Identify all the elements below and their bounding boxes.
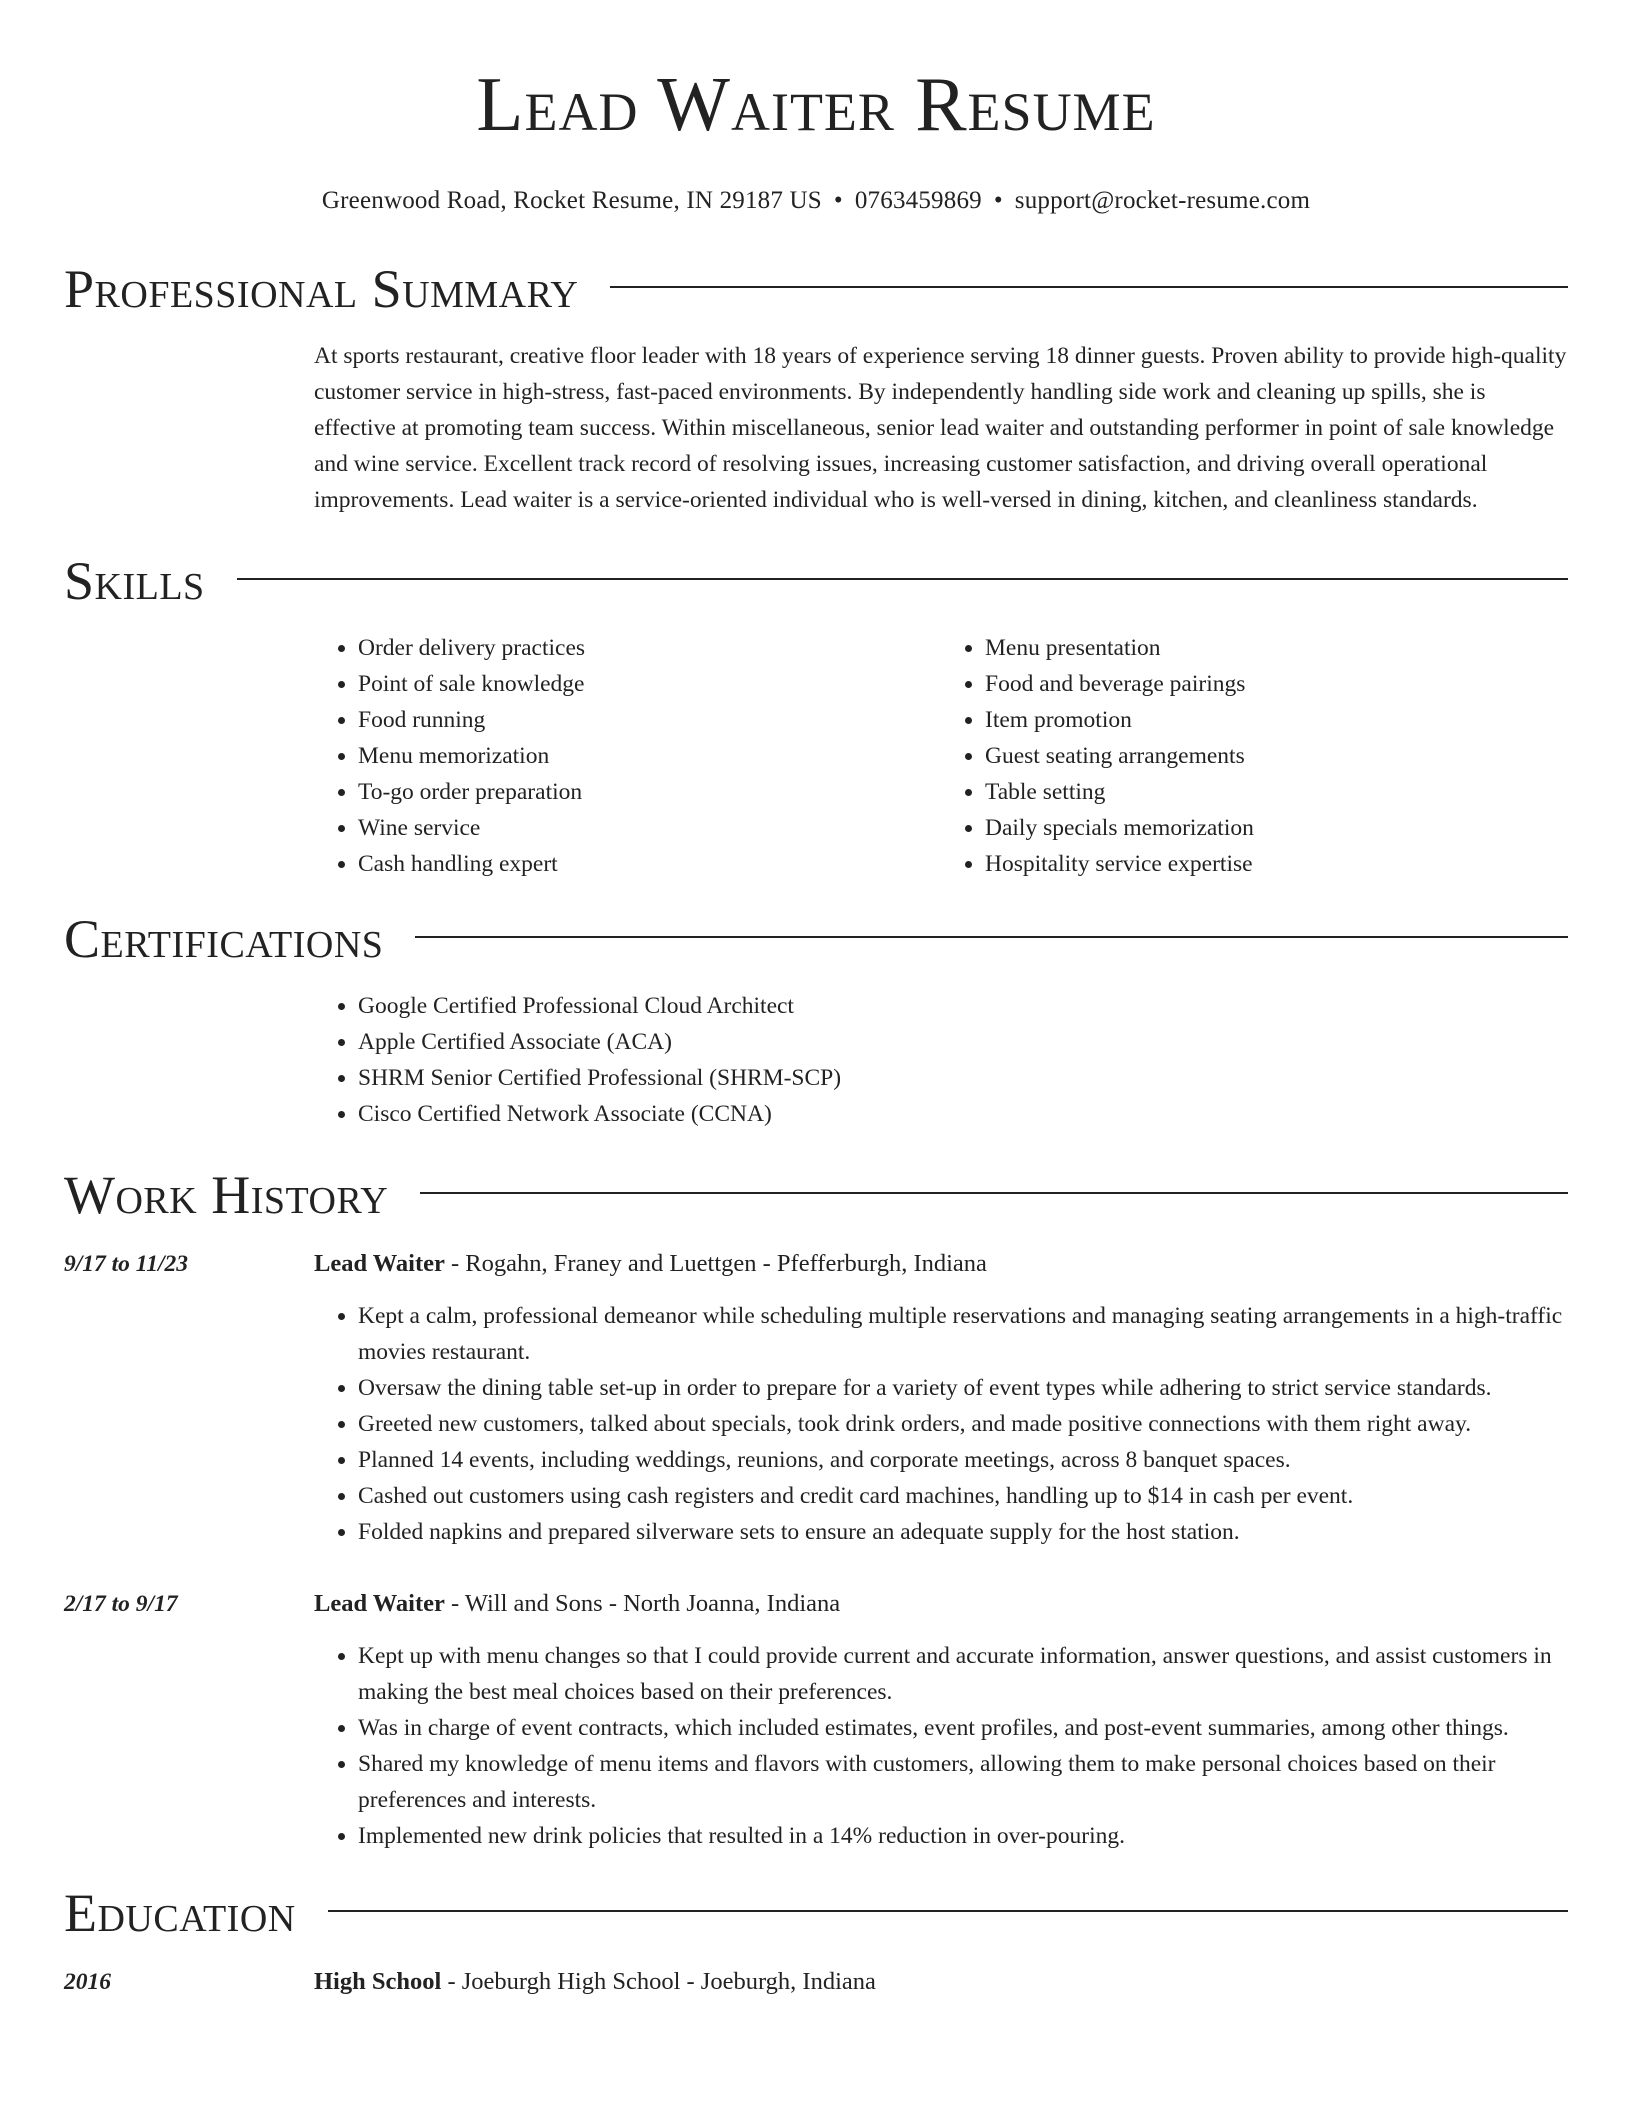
contact-phone: 0763459869 [854,187,982,214]
contact-line [64,184,1568,218]
section-divider [328,1910,1568,1912]
certification-item: • Apple Certified Associate (ACA) [358,1024,1568,1060]
section-header [64,906,1568,972]
section-title-certifications: Certifications [64,909,384,969]
section-title-work-history: Work History [64,1165,389,1225]
education-entry [64,1964,1568,2000]
education-year: 2016 [64,1969,111,1995]
job-body [314,1246,1568,1550]
job-role: Lead Waiter [314,1250,445,1277]
page-title: Lead Waiter Resume [476,61,1156,147]
section-skills [64,548,1568,882]
education-degree: High School [314,1968,442,1995]
section-divider [610,286,1568,288]
certifications-body [314,988,1568,1132]
section-title-education: Education [64,1883,296,1943]
skills-list-right [941,630,1568,882]
job-entry [64,1586,1568,1854]
skill-item: • Food and beverage pairings [985,666,1568,702]
section-header [64,548,1568,614]
education-body [314,1964,1568,2000]
skill-item: • Menu memorization [358,738,941,774]
education-heading [314,1964,1568,2000]
certification-item: • SHRM Senior Certified Professional (SHRM-SCP) [358,1060,1568,1096]
job-heading [314,1246,1568,1282]
skill-item: • Food running [358,702,941,738]
skill-item: • Point of sale knowledge [358,666,941,702]
certifications-list [314,988,1568,1132]
certification-item: • Cisco Certified Network Associate (CCNA) [358,1096,1568,1132]
skills-grid [314,630,1568,882]
job-body [314,1586,1568,1854]
contact-separator: • [833,187,843,214]
section-header [64,1880,1568,1946]
job-bullet: • Was in charge of event contracts, which included estimates, event profiles, and post-event summaries, among other things. [358,1710,1568,1746]
section-header [64,256,1568,322]
skill-item: • Table setting [985,774,1568,810]
job-dates: 9/17 to 11/23 [64,1251,189,1277]
skill-item: • Menu presentation [985,630,1568,666]
section-divider [237,578,1568,580]
job-employer: - Will and Sons - North Joanna, Indiana [444,1590,841,1617]
job-bullets [314,1298,1568,1550]
job-role: Lead Waiter [314,1590,445,1617]
skills-list-left [314,630,941,882]
section-header [64,1162,1568,1228]
contact-email: support@rocket-resume.com [1014,187,1311,214]
job-employer: - Rogahn, Franey and Luettgen - Pfefferburgh, Indiana [444,1250,987,1277]
job-bullet: • Folded napkins and prepared silverware sets to ensure an adequate supply for the host station. [358,1514,1568,1550]
job-bullet: • Oversaw the dining table set-up in order to prepare for a variety of event types while adhering to strict service standards. [358,1370,1568,1406]
section-divider [415,936,1568,938]
skill-item: • Order delivery practices [358,630,941,666]
job-bullet: • Greeted new customers, talked about specials, took drink orders, and made positive connections with them right away. [358,1406,1568,1442]
job-entry [64,1246,1568,1550]
skill-item: • To-go order preparation [358,774,941,810]
section-education [64,1880,1568,2000]
section-title-summary: Professional Summary [64,259,579,319]
section-certifications [64,906,1568,1132]
skill-item: • Wine service [358,810,941,846]
skill-item: • Daily specials memorization [985,810,1568,846]
skill-item: • Guest seating arrangements [985,738,1568,774]
job-bullet: • Shared my knowledge of menu items and flavors with customers, allowing them to make personal choices based on their preferences and interests. [358,1746,1568,1818]
section-summary [64,256,1568,518]
education-school: - Joeburgh High School - Joeburgh, Indiana [441,1968,876,1995]
skill-item: • Hospitality service expertise [985,846,1568,882]
section-title-skills: Skills [64,551,205,611]
certification-item: • Google Certified Professional Cloud Architect [358,988,1568,1024]
summary-body [314,338,1568,518]
job-bullet: • Kept up with menu changes so that I could provide current and accurate information, answer questions, and assist customers in making the best meal choices based on their preferences. [358,1638,1568,1710]
job-bullet: • Cashed out customers using cash registers and credit card machines, handling up to $14 in cash per event. [358,1478,1568,1514]
job-bullet: • Implemented new drink policies that resulted in a 14% reduction in over-pouring. [358,1818,1568,1854]
job-bullets [314,1638,1568,1854]
job-bullet: • Planned 14 events, including weddings, reunions, and corporate meetings, across 8 banquet spaces. [358,1442,1568,1478]
skill-item: • Item promotion [985,702,1568,738]
job-dates: 2/17 to 9/17 [64,1591,178,1617]
section-divider [420,1192,1568,1194]
job-bullet: • Kept a calm, professional demeanor while scheduling multiple reservations and managing seating arrangements in a high-traffic movies restaurant. [358,1298,1568,1370]
summary-text: At sports restaurant, creative floor leader with 18 years of experience serving 18 dinner guests. Proven ability to provide high-quality customer service in high-stress, fast-paced environments. By independently handling side work and cleaning up spills, she is effective at promoting team success. Within miscellaneous, senior lead waiter and outstanding performer in point of sale knowledge and wine service. Excellent track record of resolving issues, increasing customer satisfaction, and driving overall operational improvements. Lead waiter is a service-oriented individual who is well-versed in dining, kitchen, and cleanliness standards. [314,343,1567,513]
contact-separator: • [993,187,1003,214]
contact-address: Greenwood Road, Rocket Resume, IN 29187 US [321,187,822,214]
section-work-history [64,1162,1568,1854]
skill-item: • Cash handling expert [358,846,941,882]
job-heading [314,1586,1568,1622]
